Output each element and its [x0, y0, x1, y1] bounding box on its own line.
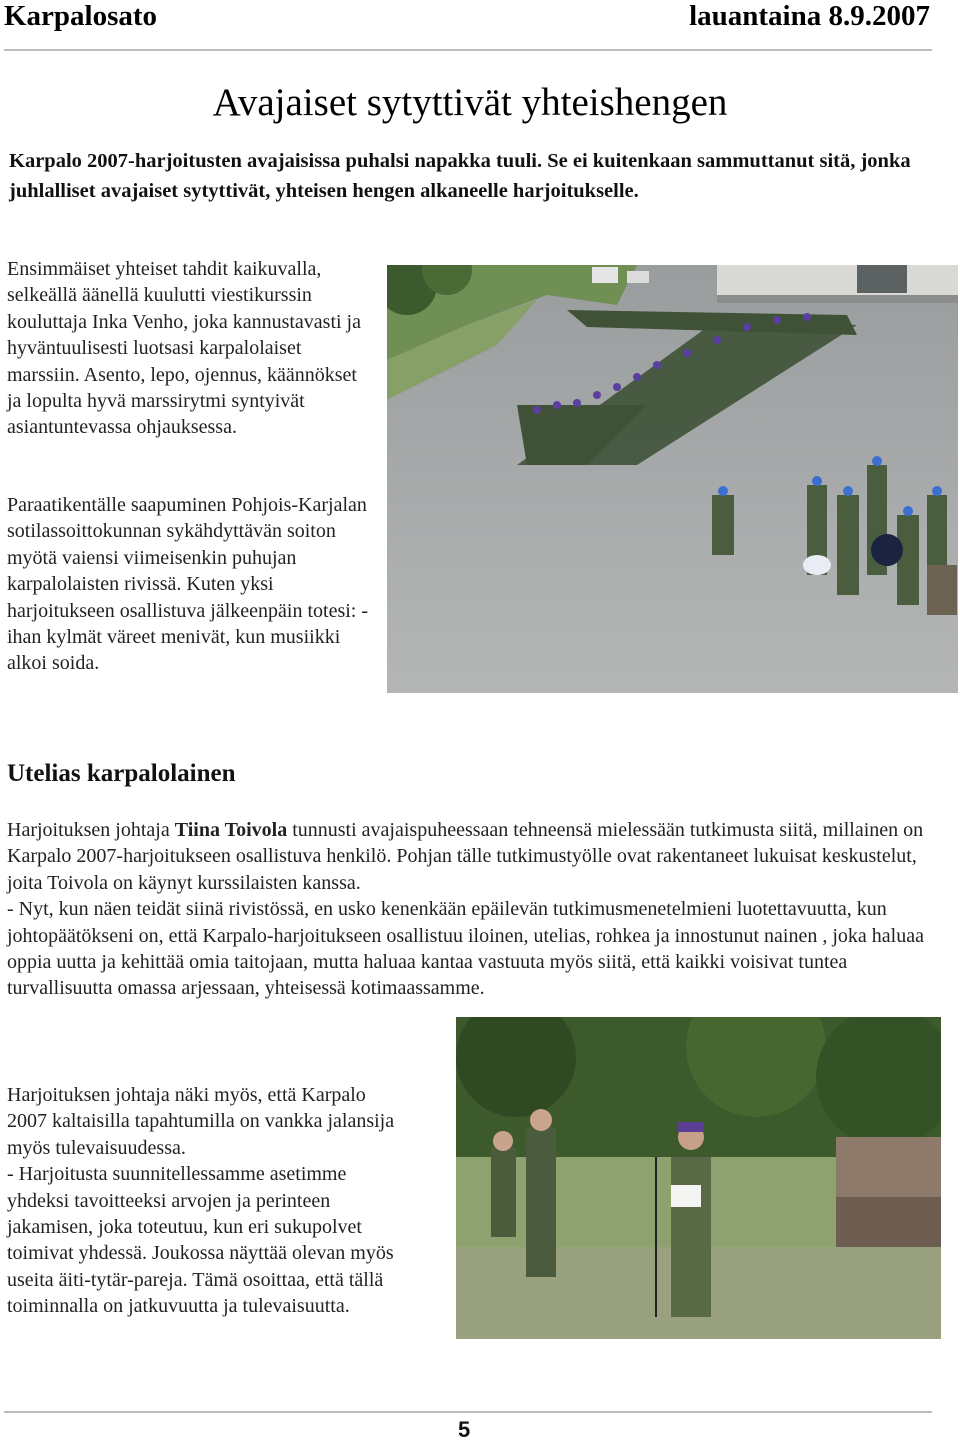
- footer-rule: [4, 1411, 932, 1413]
- p4-text: Harjoituksen johtaja näki myös, että Karpalo 2007 kaltaisilla tapahtumilla on vankka jalansija myös tulevaisuudessa.: [7, 1084, 395, 1159]
- director-name: Tiina Toivola: [174, 819, 288, 841]
- article-paragraph-2: Paraatikentälle saapuminen Pohjois-Karjalan sotilassoittokunnan sykähdyttävän soiton myötä vaiensi viimeisenkin puhujan karpalolaisten rivissä. Kuten yksi harjoitukseen osallistuva jälkeenpäin totesi: - ihan kylmät väreet menivät, kun musiikki alkoi soida.: [7, 494, 369, 675]
- article-lead: Karpalo 2007-harjoitusten avajaisissa puhalsi napakka tuuli. Se ei kuitenkaan sammuttanut sitä, jonka juhlalliset avajaiset sytyttivät, yhteisen hengen alkaneelle harjoitukselle.: [9, 150, 911, 202]
- p4-quote: - Harjoitusta suunnitellessamme asetimme yhdeksi tavoitteeksi arvojen ja perinteen jakamisen, joka toteutuu, kun eri sukupolvet toimivat yhdessä. Joukossa näyttää olevan myös useita äiti-tytär-pareja. Tämä osoittaa, että tällä toiminnalla on jatkuvuutta ja tulevaisuutta.: [7, 1163, 394, 1318]
- page-header: [0, 0, 960, 48]
- page-number: 5: [458, 1417, 471, 1442]
- publication-name: Karpalosato: [4, 0, 158, 32]
- article-paragraph-3: [7, 817, 932, 1002]
- director-quote: - Nyt, kun näen teidät siinä rivistössä, en usko kenenkään epäilevän tutkimusmenetelmieni luotettavuutta, kun johtopäätökseni on, että Karpalo-harjoitukseen osallistuu iloinen, utelias, rohkea ja innostunut nainen , joka haluaa oppia uutta ja kehittää omia taitojaan, mutta haluaa kantaa vastuuta myös siitä, että kaikki voisivat tuntea turvallisuutta omassa arjessaan, yhteisessä kotimaassamme.: [7, 898, 924, 1000]
- speech-ceremony-photo: [456, 1017, 941, 1339]
- article-paragraph-1: Ensimmäiset yhteiset tahdit kaikuvalla, selkeällä äänellä kuulutti viestikurssin kouluttaja Inka Venho, joka kannustavasti ja hyväntuulisesti luotsasi karpalolaiset marssiin. Asento, lepo, ojennus, käännökset ja lopulta hyvä marssirytmi syntyivät asiantuntevassa ohjauksessa.: [7, 258, 361, 439]
- issue-date: lauantaina 8.9.2007: [689, 0, 930, 32]
- p3-text-after: tunnusti avajaispuheessaan tehneensä mielessään tutkimusta siitä, millainen on Karpalo 2007-harjoitukseen osallistuva henkilö. Pohjan tälle tutkimustyölle ovat rakentaneet lukuisat keskustelut, joita Toivola on käynyt kurssilaisten kanssa.: [7, 819, 924, 894]
- section-heading: Utelias karpalolainen: [7, 760, 236, 787]
- article-title: Avajaiset sytyttivät yhteishengen: [212, 81, 728, 124]
- marching-parade-photo: [387, 265, 958, 693]
- article-paragraph-4: [7, 1082, 407, 1320]
- header-rule: [4, 49, 932, 51]
- p3-text-before: Harjoituksen johtaja: [7, 819, 175, 841]
